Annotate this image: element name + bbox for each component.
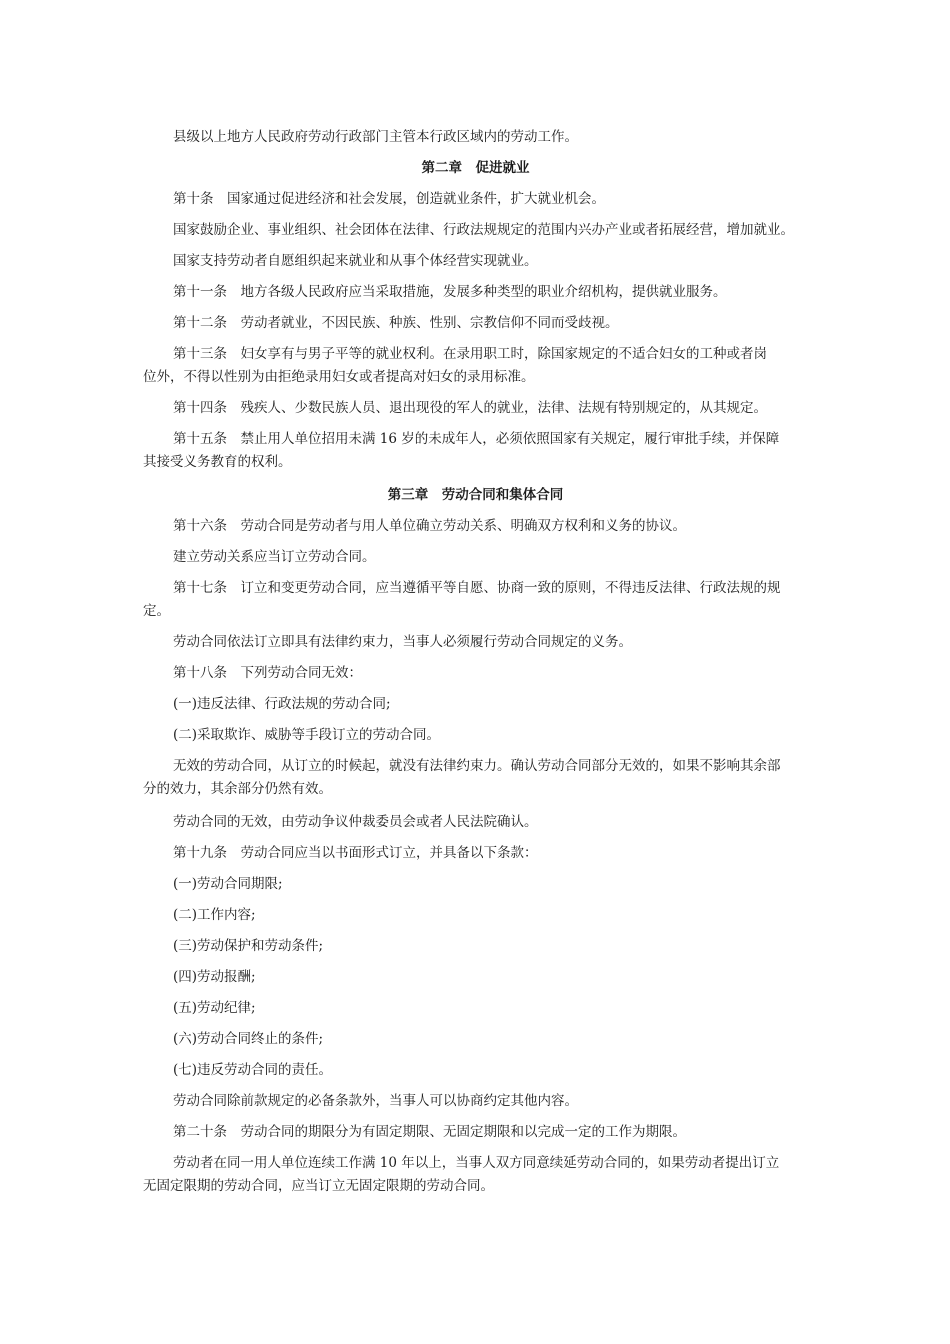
article-15-cont: 其接受义务教育的权利。 bbox=[143, 454, 292, 470]
article-11: 第十一条 地方各级人民政府应当采取措施，发展多种类型的职业介绍机构，提供就业服务。 bbox=[173, 284, 727, 300]
paragraph-line: 建立劳动关系应当订立劳动合同。 bbox=[173, 549, 376, 565]
article-14: 第十四条 残疾人、少数民族人员、退出现役的军人的就业，法律、法规有特别规定的，从其规定。 bbox=[173, 400, 767, 416]
list-item: (七)违反劳动合同的责任。 bbox=[173, 1062, 333, 1078]
list-item: (二)工作内容; bbox=[173, 907, 256, 923]
paragraph-line: 劳动合同的无效，由劳动争议仲裁委员会或者人民法院确认。 bbox=[173, 814, 538, 830]
list-item: (二)采取欺诈、威胁等手段订立的劳动合同。 bbox=[173, 727, 441, 743]
article-17-cont: 定。 bbox=[143, 603, 170, 619]
list-item: (一)违反法律、行政法规的劳动合同; bbox=[173, 696, 391, 712]
article-16: 第十六条 劳动合同是劳动者与用人单位确立劳动关系、明确双方权利和义务的协议。 bbox=[173, 518, 686, 534]
article-10: 第十条 国家通过促进经济和社会发展，创造就业条件，扩大就业机会。 bbox=[173, 191, 605, 207]
paragraph-line-cont: 无固定限期的劳动合同，应当订立无固定限期的劳动合同。 bbox=[143, 1178, 494, 1194]
chapter-heading-3: 第三章 劳动合同和集体合同 bbox=[387, 487, 564, 503]
paragraph-line: 劳动合同除前款规定的必备条款外，当事人可以协商约定其他内容。 bbox=[173, 1093, 578, 1109]
paragraph-line-cont: 分的效力，其余部分仍然有效。 bbox=[143, 781, 332, 797]
paragraph-line: 无效的劳动合同，从订立的时候起，就没有法律约束力。确认劳动合同部分无效的，如果不影响其余部 bbox=[173, 758, 781, 774]
article-20: 第二十条 劳动合同的期限分为有固定期限、无固定期限和以完成一定的工作为期限。 bbox=[173, 1124, 686, 1140]
article-18: 第十八条 下列劳动合同无效： bbox=[173, 665, 362, 681]
list-item: (一)劳动合同期限; bbox=[173, 876, 283, 892]
list-item: (四)劳动报酬; bbox=[173, 969, 256, 985]
article-13: 第十三条 妇女享有与男子平等的就业权利。在录用职工时，除国家规定的不适合妇女的工种或者岗 bbox=[173, 346, 767, 362]
article-13-cont: 位外，不得以性别为由拒绝录用妇女或者提高对妇女的录用标准。 bbox=[143, 369, 535, 385]
paragraph-line: 国家鼓励企业、事业组织、社会团体在法律、行政法规规定的范围内兴办产业或者拓展经营，增加就业。 bbox=[173, 222, 794, 238]
list-item: (五)劳动纪律; bbox=[173, 1000, 256, 1016]
paragraph-line: 劳动合同依法订立即具有法律约束力，当事人必须履行劳动合同规定的义务。 bbox=[173, 634, 632, 650]
article-19: 第十九条 劳动合同应当以书面形式订立，并具备以下条款： bbox=[173, 845, 538, 861]
list-item: (六)劳动合同终止的条件; bbox=[173, 1031, 324, 1047]
paragraph-line: 县级以上地方人民政府劳动行政部门主管本行政区域内的劳动工作。 bbox=[173, 129, 578, 145]
article-17: 第十七条 订立和变更劳动合同，应当遵循平等自愿、协商一致的原则，不得违反法律、行政法规的规 bbox=[173, 580, 781, 596]
list-item: (三)劳动保护和劳动条件; bbox=[173, 938, 324, 954]
article-15: 第十五条 禁止用人单位招用未满 16 岁的未成年人，必须依照国家有关规定，履行审批手续，并保障 bbox=[173, 431, 780, 447]
chapter-heading-2: 第二章 促进就业 bbox=[421, 160, 530, 176]
paragraph-line: 劳动者在同一用人单位连续工作满 10 年以上，当事人双方同意续延劳动合同的，如果劳动者提出订立 bbox=[173, 1155, 780, 1171]
article-12: 第十二条 劳动者就业，不因民族、种族、性别、宗教信仰不同而受歧视。 bbox=[173, 315, 619, 331]
paragraph-line: 国家支持劳动者自愿组织起来就业和从事个体经营实现就业。 bbox=[173, 253, 538, 269]
